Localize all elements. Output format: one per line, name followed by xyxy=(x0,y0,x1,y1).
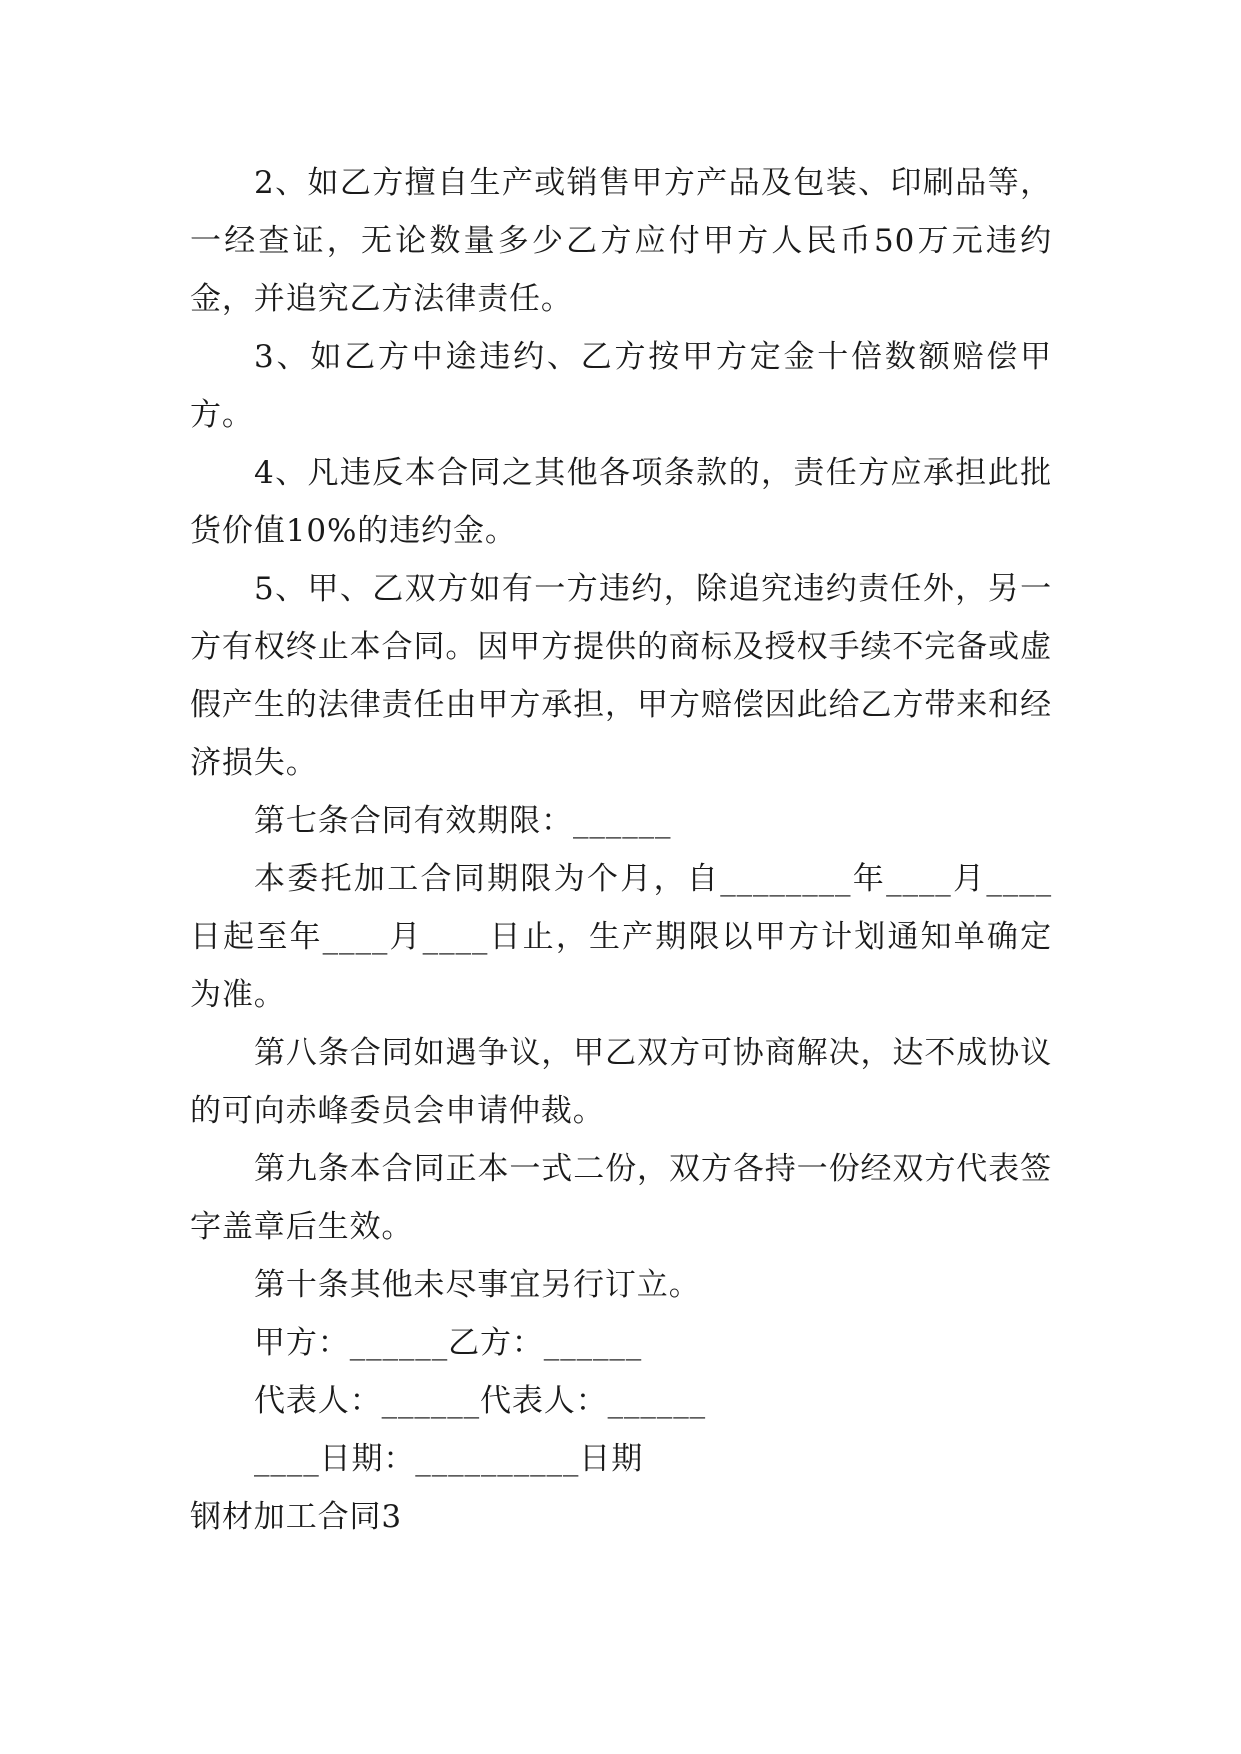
clause-4-paragraph: 4、凡违反本合同之其他各项条款的，责任方应承担此批货价值10%的违约金。 xyxy=(190,455,1052,549)
clause-2-paragraph: 2、如乙方擅自生产或销售甲方产品及包装、印刷品等，一经查证，无论数量多少乙方应付甲方人民币50万元违约金，并追究乙方法律责任。 xyxy=(190,165,1052,317)
clause-3-paragraph: 3、如乙方中途违约、乙方按甲方定金十倍数额赔偿甲方。 xyxy=(190,339,1052,433)
date-signature-line: ____日期：__________日期 xyxy=(254,1441,644,1477)
article-10-paragraph: 第十条其他未尽事宜另行订立。 xyxy=(254,1267,701,1303)
next-contract-heading: 钢材加工合同3 xyxy=(190,1499,403,1535)
contract-term-paragraph: 本委托加工合同期限为个月，自________年____月____日起至年____月____日止，生产期限以甲方计划通知单确定为准。 xyxy=(190,861,1052,1013)
article-9-paragraph: 第九条本合同正本一式二份，双方各持一份经双方代表签字盖章后生效。 xyxy=(190,1151,1052,1245)
article-8-paragraph: 第八条合同如遇争议，甲乙双方可协商解决，达不成协议的可向赤峰委员会申请仲裁。 xyxy=(190,1035,1052,1129)
document-page xyxy=(190,154,1052,1546)
representative-signature-line: 代表人：______代表人：______ xyxy=(254,1383,706,1419)
article-7-heading: 第七条合同有效期限：______ xyxy=(254,803,672,839)
clause-5-paragraph: 5、甲、乙双方如有一方违约，除追究违约责任外，另一方有权终止本合同。因甲方提供的商标及授权手续不完备或虚假产生的法律责任由甲方承担，甲方赔偿因此给乙方带来和经济损失。 xyxy=(190,571,1052,781)
party-signature-line: 甲方：______乙方：______ xyxy=(254,1325,643,1361)
